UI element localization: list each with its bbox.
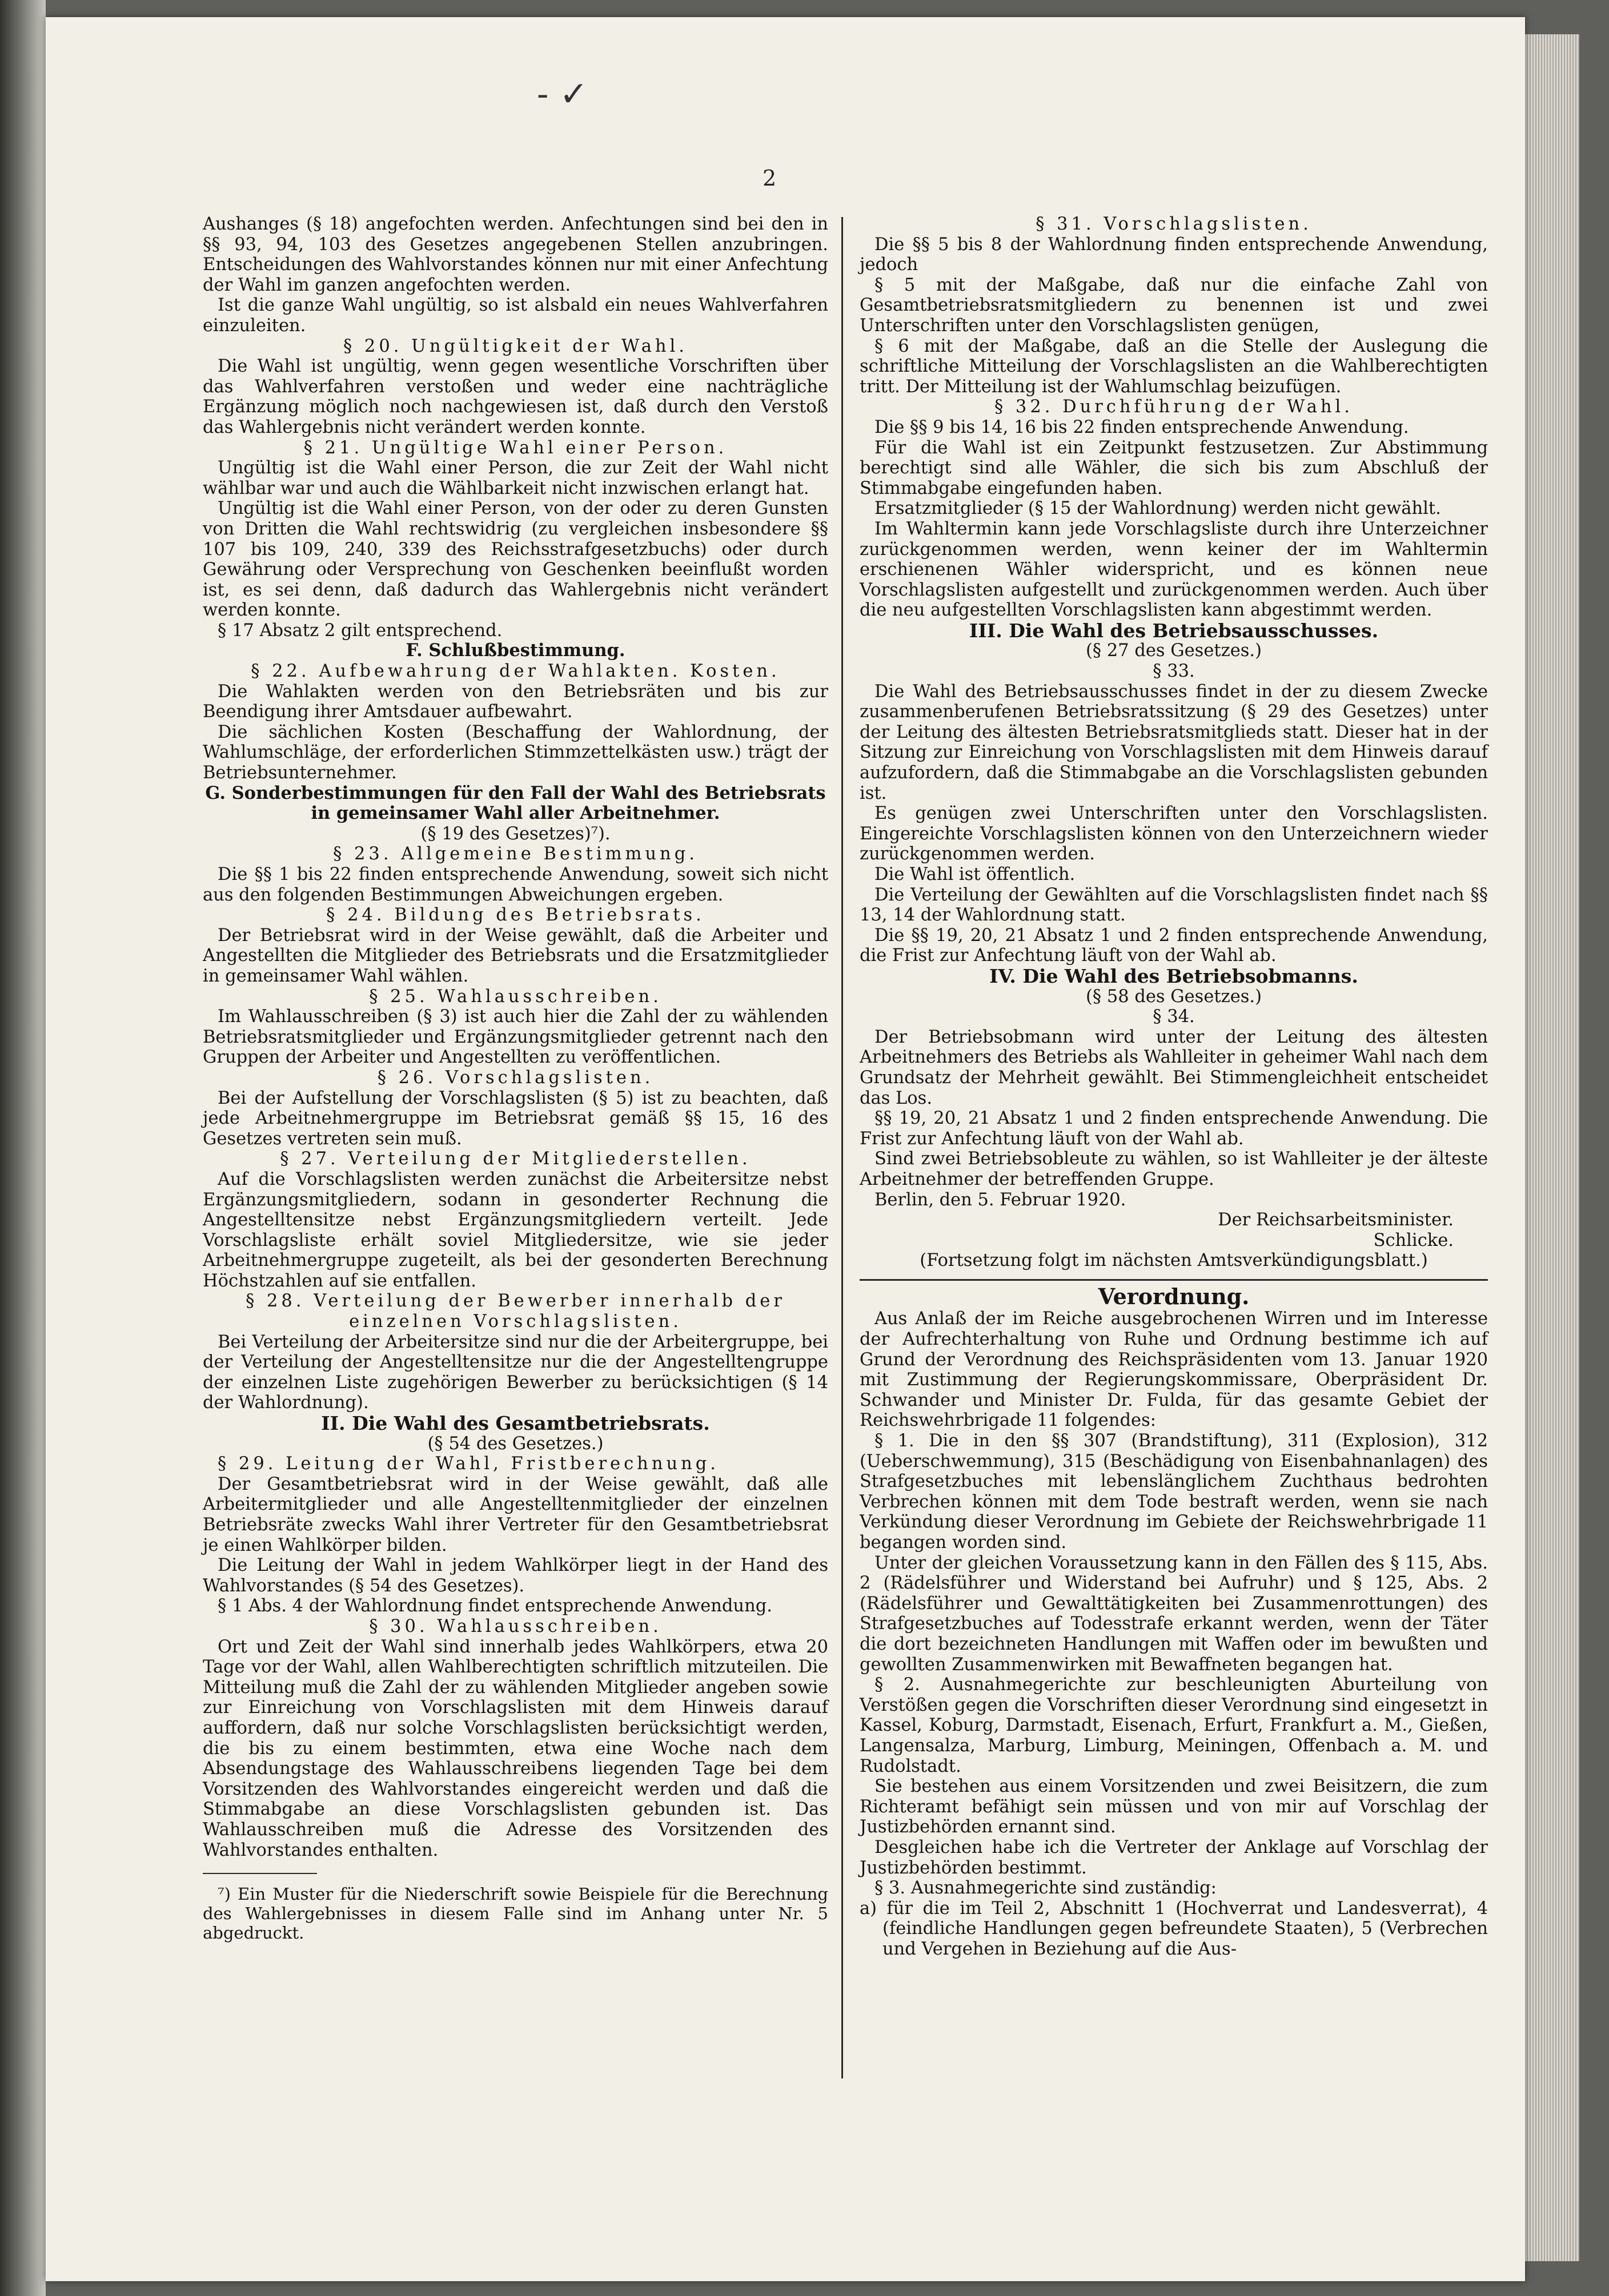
signature-line: Schlicke. — [1373, 1230, 1454, 1250]
bold-heading: F. Schlußbestimmung. — [406, 640, 625, 661]
sub-heading: (§ 27 des Gesetzes.) — [1085, 641, 1262, 661]
paragraph: Die §§ 9 bis 14, 16 bis 22 finden entsprechende Anwendung. — [874, 417, 1409, 437]
paragraph: Unter der gleichen Voraussetzung kann in den Fällen des § 115, Abs. 2 (Rädelsführer und Widerstand bei Aufruhr) und § 125, Abs. 2 (Rädelsführer und Gewalttätigkeiten bei Zusammenrottungen) des Strafgesetzbuches auf Todesstrafe erkannt werden, wenn der Täter die dort bezeichneten Handlungen mit Waffen oder im bewußten und gewollten Zusammenwirken mit Bewaffneten begangen hat. — [860, 1553, 1488, 1675]
right-column — [860, 214, 1488, 1959]
centered-line: (Fortsetzung folgt im nächsten Amtsverkündigungsblatt.) — [920, 1250, 1428, 1271]
part-heading: III. Die Wahl des Betriebsausschusses. — [969, 619, 1379, 642]
column-divider — [841, 217, 843, 2078]
paragraph: Der Betriebsobmann wird unter der Leitung des ältesten Arbeitnehmers des Betriebs als Wahlleiter in geheimer Wahl nach dem Grundsatz der Mehrheit gewählt. Bei Stimmengleichheit entscheidet das Los. — [860, 1027, 1488, 1108]
paragraph: Ungültig ist die Wahl einer Person, die zur Zeit der Wahl nicht wählbar war und auch die Wählbarkeit nicht inzwischen erlangt hat. — [203, 458, 828, 498]
paragraph: Die §§ 1 bis 22 finden entsprechende Anwendung, soweit sich nicht aus den folgenden Bestimmungen Abweichungen ergeben. — [203, 864, 828, 905]
paragraph: Aus Anlaß der im Reiche ausgebrochenen Wirren und im Interesse der Aufrechterhaltung von Ruhe und Ordnung bestimme ich auf Grund der Verordnung des Reichspräsidenten vom 13. Januar 1920 mit Zustimmung der Regierungskommissare, Oberpräsident Dr. Schwander und Minister Dr. Fulda, für das gesamte Gebiet der Reichswehrbrigade 11 folgendes: — [860, 1309, 1488, 1431]
section-heading: § 28. Verteilung der Bewerber innerhalb der einzelnen Vorschlagslisten. — [246, 1291, 785, 1332]
footnote-rule — [203, 1873, 317, 1874]
part-heading: IV. Die Wahl des Betriebsobmanns. — [989, 964, 1358, 987]
section-rule — [860, 1279, 1488, 1281]
paragraph: Ungültig ist die Wahl einer Person, von der oder zu deren Gunsten von Dritten die Wahl rechtswidrig (zu vergleichen insbesondere §§ 107 bis 109, 240, 339 des Reichsstrafgesetzbuchs) oder durch Gewährung oder Versprechung von Geschenken beeinflußt worden ist, es sei denn, daß dadurch das Wahlergebnis nicht verändert werden konnte. — [203, 498, 828, 621]
sub-heading: (§ 58 des Gesetzes.) — [1085, 986, 1262, 1007]
paragraph: Ist die ganze Wahl ungültig, so ist alsbald ein neues Wahlverfahren einzuleiten. — [203, 295, 828, 336]
paragraph: Es genügen zwei Unterschriften unter den Vorschlagslisten. Eingereichte Vorschlagslisten können von den Unterzeichnern wieder zurückgenommen werden. — [860, 803, 1488, 864]
section-heading: § 20. Ungültigkeit der Wahl. — [343, 336, 688, 356]
page-number: 2 — [763, 166, 777, 191]
paragraph: Sie bestehen aus einem Vorsitzenden und zwei Beisitzern, die zum Richteramt befähigt sein müssen und von mir auf Vorschlag der Justizbehörden ernannt sind. — [860, 1776, 1488, 1837]
paragraph: Die Leitung der Wahl in jedem Wahlkörper liegt in der Hand des Wahlvorstandes (§ 54 des Gesetzes). — [203, 1555, 828, 1596]
paragraph: Die Wahlakten werden von den Betriebsräten und bis zur Beendigung ihrer Amtsdauer aufbewahrt. — [203, 681, 828, 722]
pencil-marks: ‑ ✓ — [537, 74, 588, 114]
paragraph: § 2. Ausnahmegerichte zur beschleunigten Aburteilung von Verstößen gegen die Vorschriften dieser Verordnung sind eingesetzt in Kassel, Koburg, Darmstadt, Eisenach, Erfurt, Frankfurt a. M., Gießen, Langensalza, Marburg, Limburg, Meiningen, Offenbach a. M. und Rudolstadt. — [860, 1675, 1488, 1776]
sub-heading: (§ 19 des Gesetzes)⁷). — [420, 823, 611, 844]
paragraph: § 1. Die in den §§ 307 (Brandstiftung), 311 (Explosion), 312 (Ueberschwemmung), 315 (Beschädigung von Eisenbahnanlagen) des Strafgesetzbuches mit lebenslänglichem Zuchthaus bedrohten Verbrechen können mit dem Tode bestraft werden, wenn sie nach Verkündung dieser Verordnung im Gebiete der Reichswehrbrigade 11 begangen worden sind. — [860, 1431, 1488, 1553]
section-heading: § 21. Ungültige Wahl einer Person. — [303, 437, 728, 458]
section-heading: § 22. Aufbewahrung der Wahlakten. Kosten. — [251, 661, 780, 682]
paragraph: Der Betriebsrat wird in der Weise gewählt, daß die Arbeiter und Angestellten die Mitglieder des Betriebsrats und die Ersatzmitglieder in gemeinsamer Wahl wählen. — [203, 925, 828, 986]
section-heading: § 30. Wahlausschreiben. — [369, 1616, 662, 1636]
paragraph: Sind zwei Betriebsobleute zu wählen, so ist Wahlleiter je der älteste Arbeitnehmer der betreffenden Gruppe. — [860, 1149, 1488, 1189]
section-heading: § 29. Leitung der Wahl, Fristberechnung. — [218, 1454, 719, 1474]
paragraph: Aushanges (§ 18) angefochten werden. Anfechtungen sind bei den in §§ 93, 94, 103 des Gesetzes angegebenen Stellen anzubringen. Entscheidungen des Wahlvorstandes können nur mit einer Anfechtung der Wahl im ganzen angefochten werden. — [203, 214, 828, 295]
paragraph: § 6 mit der Maßgabe, daß an die Stelle der Auslegung die schriftliche Mitteilung der Vorschlagslisten an die Wahlberechtigten tritt. Der Mitteilung ist der Wahlumschlag beizufügen. — [860, 336, 1488, 397]
paragraph: Bei der Aufstellung der Vorschlagslisten (§ 5) ist zu beachten, daß jede Arbeitnehmergruppe im Betriebsrat gemäß §§ 15, 16 des Gesetzes vertreten sein muß. — [203, 1088, 828, 1149]
book-gutter — [0, 0, 46, 2296]
paragraph: Die §§ 19, 20, 21 Absatz 1 und 2 finden entsprechende Anwendung, die Frist zur Anfechtung läuft von der Wahl ab. — [860, 925, 1488, 966]
signature-line: Der Reichsarbeitsminister. — [1218, 1210, 1454, 1231]
paragraph: Die Wahl ist öffentlich. — [874, 864, 1076, 884]
footnote: ⁷) Ein Muster für die Niederschrift sowie Beispiele für die Berechnung des Wahlergebnisses in diesem Falle sind im Anhang unter Nr. 5 abgedruckt. — [203, 1884, 828, 1943]
section-heading: § 27. Verteilung der Mitgliederstellen. — [280, 1149, 751, 1169]
paragraph: Ort und Zeit der Wahl sind innerhalb jedes Wahlkörpers, etwa 20 Tage vor der Wahl, allen Wahlberechtigten schriftlich mitzuteilen. Die Mitteilung muß die Zahl der zu wählenden Mitglieder angeben sowie zur Einreichung von Vorschlagslisten mit dem Hinweis darauf auffordern, daß nur solche Vorschlagslisten berücksichtigt werden, die bis zu einem bestimmten, etwa eine Woche nach dem Absendungstage des Wahlausschreibens liegenden Tage bei dem Vorsitzenden des Wahlvorstandes eingereicht werden und daß die Stimmabgabe an diese Vorschlagslisten gebunden ist. Das Wahlausschreiben muß die Adresse des Vorsitzenden des Wahlvorstandes enthalten. — [203, 1636, 828, 1860]
paragraph: Ersatzmitglieder (§ 15 der Wahlordnung) werden nicht gewählt. — [874, 498, 1441, 519]
paragraph: § 1 Abs. 4 der Wahlordnung findet entsprechende Anwendung. — [218, 1596, 772, 1617]
page-edges — [1525, 34, 1579, 2261]
centered-line: § 33. — [1153, 661, 1195, 682]
section-heading: § 23. Allgemeine Bestimmung. — [333, 844, 698, 864]
paragraph: Bei Verteilung der Arbeitersitze sind nur die der Arbeitergruppe, bei der Verteilung der Angestelltensitze nur die der Angestelltengruppe der einzelnen Liste zugehörigen Bewerber zu berücksichtigen (§ 14 der Wahlordnung). — [203, 1332, 828, 1413]
part-heading: II. Die Wahl des Gesamtbetriebsrats. — [321, 1412, 710, 1435]
paragraph: § 3. Ausnahmegerichte sind zuständig: — [874, 1878, 1217, 1899]
paragraph: Desgleichen habe ich die Vertreter der Anklage auf Vorschlag der Justizbehörden bestimmt. — [860, 1837, 1488, 1878]
centered-line: § 34. — [1153, 1007, 1195, 1027]
paragraph: Auf die Vorschlagslisten werden zunächst die Arbeitersitze nebst Ergänzungsmitgliedern, sodann in gesonderter Rechnung die Angestelltensitze nebst Ergänzungsmitgliedern verteilt. Jede Vorschlagsliste erhält soviel Mitgliedersitze, wie sie jeder Arbeitnehmergruppe zugeteilt, als bei der gesonderten Berechnung Höchstzahlen auf sie entfallen. — [203, 1169, 828, 1291]
section-heading: § 31. Vorschlagslisten. — [1036, 214, 1312, 234]
paragraph: Die Wahl ist ungültig, wenn gegen wesentliche Vorschriften über das Wahlverfahren verstoßen und weder eine nachträgliche Ergänzung möglich noch nachgewiesen ist, daß durch den Verstoß das Wahlergebnis nicht verändert werden konnte. — [203, 356, 828, 437]
section-heading: § 32. Durchführung der Wahl. — [994, 397, 1354, 417]
paragraph: Im Wahlausschreiben (§ 3) ist auch hier die Zahl der zu wählenden Betriebsratsmitglieder und Ergänzungsmitglieder getrennt nach den Gruppen der Arbeiter und Angestellten zu veröffentlichen. — [203, 1007, 828, 1068]
paragraph: Für die Wahl ist ein Zeitpunkt festzusetzen. Zur Abstimmung berechtigt sind alle Wähler, die sich bis zum Abschluß der Stimmabgabe eingefunden haben. — [860, 437, 1488, 498]
paragraph: Im Wahltermin kann jede Vorschlagsliste durch ihre Unterzeichner zurückgenommen werden, wenn keiner der im Wahltermin erschienenen Wähler widerspricht, und es können neue Vorschlagslisten aufgestellt und zurückgenommen werden. Auch über die neu aufgestellten Vorschlagslisten kann abgestimmt werden. — [860, 518, 1488, 621]
paragraph: Die Verteilung der Gewählten auf die Vorschlagslisten findet nach §§ 13, 14 der Wahlordnung statt. — [860, 884, 1488, 926]
paragraph: §§ 19, 20, 21 Absatz 1 und 2 finden entsprechende Anwendung. Die Frist zur Anfechtung läuft von der Wahl ab. — [860, 1108, 1488, 1149]
list-item: a) für die im Teil 2, Abschnitt 1 (Hochverrat und Landesverrat), 4 (feindliche Handlungen gegen befreundete Staaten), 5 (Verbrechen und Vergehen in Beziehung auf die Aus- — [860, 1898, 1488, 1959]
ordinance-title: Verordnung. — [1098, 1283, 1250, 1309]
paragraph: Der Gesamtbetriebsrat wird in der Weise gewählt, daß alle Arbeitermitglieder und alle Angestelltenmitglieder der einzelnen Betriebsräte zwecks Wahl ihrer Vertreter für den Gesamtbetriebsrat je einen Wahlkörper bilden. — [203, 1474, 828, 1555]
left-column — [203, 214, 828, 1943]
paragraph: Berlin, den 5. Februar 1920. — [874, 1189, 1126, 1210]
section-heading: § 26. Vorschlagslisten. — [377, 1067, 654, 1088]
section-heading: § 25. Wahlausschreiben. — [369, 986, 662, 1007]
paragraph: Die Wahl des Betriebsausschusses findet in der zu diesem Zwecke zusammenberufenen Betriebsratssitzung (§ 29 des Gesetzes) unter der Leitung des ältesten Betriebsratsmitglieds statt. Dieser hat in der Sitzung zur Einreichung von Vorschlagslisten mit dem Hinweis darauf aufzufordern, daß die Stimmabgabe an die Vorschlagslisten gebunden ist. — [860, 681, 1488, 803]
paragraph: Die §§ 5 bis 8 der Wahlordnung finden entsprechende Anwendung, jedoch — [860, 234, 1488, 275]
bold-heading: G. Sonderbestimmungen für den Fall der Wahl des Betriebsrats in gemeinsamer Wahl aller Arbeitnehmer. — [205, 782, 826, 824]
section-heading: § 24. Bildung des Betriebsrats. — [326, 905, 705, 926]
paragraph: § 5 mit der Maßgabe, daß nur die einfache Zahl von Gesamtbetriebsratsmitgliedern zu benennen ist und zwei Unterschriften unter den Vorschlagslisten genügen, — [860, 275, 1488, 336]
paragraph: Die sächlichen Kosten (Beschaffung der Wahlordnung, der Wahlumschläge, der erforderlichen Stimmzettelkästen usw.) trägt der Betriebsunternehmer. — [203, 722, 828, 783]
paragraph: § 17 Absatz 2 gilt entsprechend. — [218, 620, 503, 641]
sub-heading: (§ 54 des Gesetzes.) — [427, 1433, 604, 1454]
